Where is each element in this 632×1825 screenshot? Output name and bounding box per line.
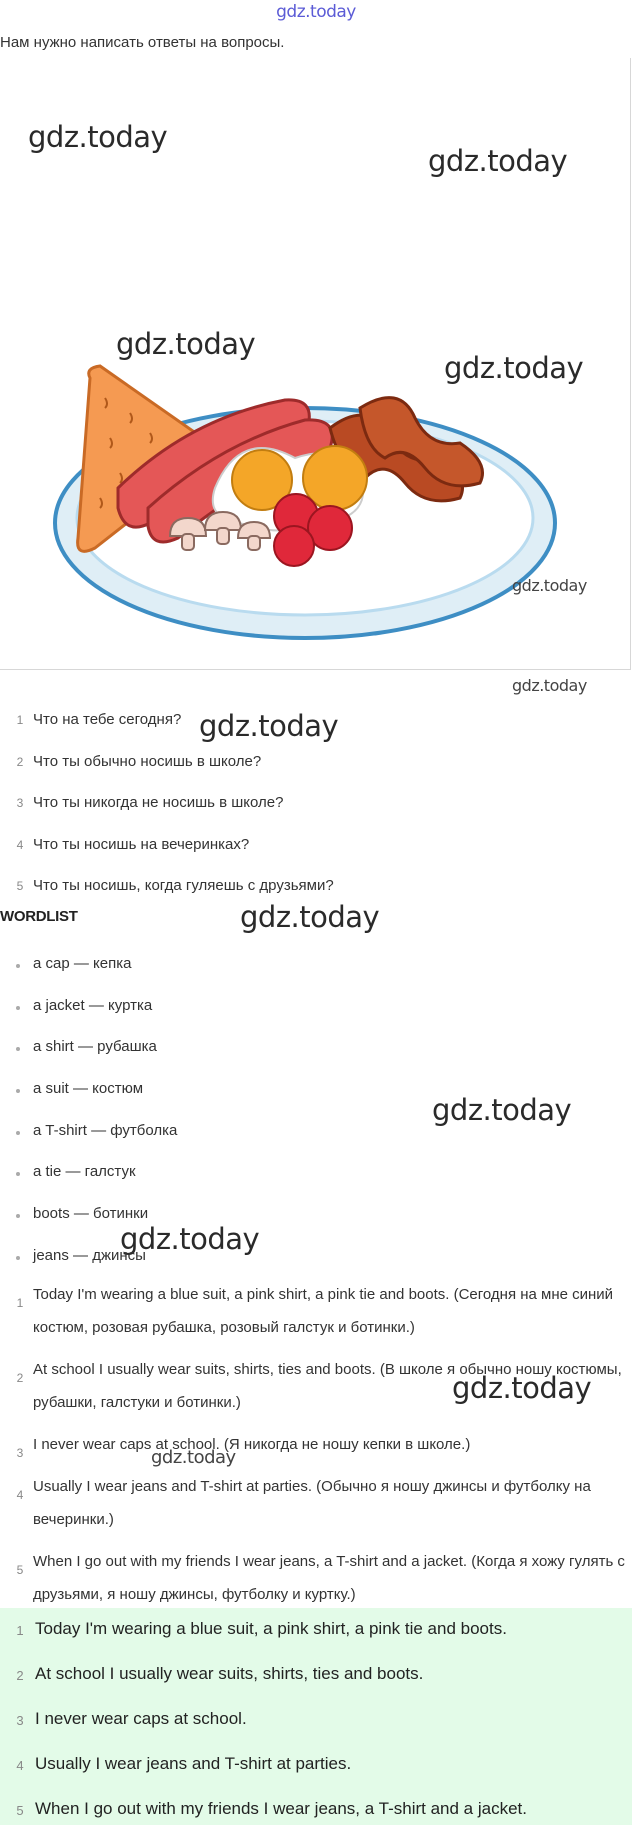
question-item (0, 746, 632, 788)
final-answer-text: Today I'm wearing a blue suit, a pink shirt, a pink tie and boots. (35, 1619, 507, 1638)
answer-item (0, 1353, 632, 1428)
item-number: 5 (16, 1563, 24, 1577)
final-answer-item (0, 1608, 632, 1653)
wordlist-entry: boots — ботинки (33, 1205, 149, 1223)
final-answer-item (0, 1743, 632, 1788)
watermark: gdz.today (240, 900, 380, 934)
watermark: gdz.today (512, 676, 587, 695)
wordlist-entry: a jacket — куртка (33, 996, 153, 1014)
question-item (0, 787, 632, 829)
final-answer-item (0, 1653, 632, 1698)
wordlist-entry: jeans — джинсы (33, 1246, 146, 1264)
item-number: 2 (16, 1668, 24, 1683)
question-item (0, 704, 632, 746)
wordlist-entry: a shirt — рубашка (33, 1038, 157, 1056)
wordlist-entry: a T-shirt — футболка (33, 1121, 178, 1139)
watermark: gdz.today (428, 144, 568, 178)
final-answer-text: I never wear caps at school. (35, 1709, 247, 1728)
bullet-icon (16, 1256, 20, 1260)
item-number: 5 (16, 1803, 24, 1818)
wordlist-entry: a cap — кепка (33, 955, 132, 972)
bullet-icon (16, 964, 20, 968)
wordlist-item (0, 952, 632, 994)
bullet-icon (16, 1131, 20, 1135)
answer-item (0, 1428, 632, 1470)
wordlist-item (0, 1035, 632, 1077)
final-answer-text: Usually I wear jeans and T-shirt at parties. (35, 1754, 352, 1773)
question-text: Что ты обычно носишь в школе? (33, 752, 262, 770)
watermark: gdz.today (199, 709, 339, 743)
breakfast-plate-illustration (40, 358, 565, 668)
wordlist-item (0, 1202, 632, 1244)
site-logo[interactable]: gdz.today (276, 2, 356, 22)
item-number: 1 (16, 1623, 24, 1638)
watermark: gdz.today (120, 1222, 260, 1256)
bullet-icon (16, 1214, 20, 1218)
item-number: 5 (16, 879, 24, 893)
wordlist-entry: a tie — галстук (33, 1163, 136, 1181)
answer-text: Usually I wear jeans and T-shirt at parties. (Обычно я ношу джинсы и футболку на вечеринки.) (33, 1478, 591, 1528)
answer-text: I never wear caps at school. (Я никогда не ношу кепки в школе.) (33, 1436, 471, 1453)
bullet-icon (16, 1172, 20, 1176)
item-number: 4 (16, 837, 24, 852)
answer-text: When I go out with my friends I wear jeans, a T-shirt and a jacket. (Когда я хожу гулять с друзьями, я ношу джинсы, футболку и куртку.) (33, 1553, 625, 1603)
answer-text: Today I'm wearing a blue suit, a pink shirt, a pink tie and boots. (Сегодня на мне синий костюм, розовая рубашка, розовый галстук и ботинки.) (33, 1286, 614, 1336)
watermark: gdz.today (512, 576, 587, 595)
question-item (0, 829, 632, 871)
bullet-icon (16, 1089, 20, 1093)
answer-item (0, 1278, 632, 1353)
question-item (0, 870, 632, 912)
watermark: gdz.today (452, 1371, 592, 1405)
wordlist-entry: a suit — костюм (33, 1080, 144, 1098)
wordlist-item (0, 1077, 632, 1119)
item-number: 1 (16, 1296, 24, 1310)
final-answers-block (0, 1608, 632, 1825)
watermark: gdz.today (444, 351, 584, 385)
item-number: 3 (16, 1446, 24, 1460)
answer-item (0, 1470, 632, 1545)
intro-text: Нам нужно написать ответы на вопросы. (0, 34, 285, 51)
bullet-icon (16, 1047, 20, 1051)
watermark: gdz.today (28, 120, 168, 154)
question-text: Что на тебе сегодня? (33, 711, 182, 728)
item-number: 3 (16, 1713, 24, 1728)
answer-text: At school I usually wear suits, shirts, ties and boots. (В школе я обычно ношу костюмы, рубашки, галстуки и ботинки.) (33, 1361, 622, 1411)
watermark: gdz.today (116, 327, 256, 361)
question-text: Что ты носишь на вечеринках? (33, 835, 250, 853)
question-text: Что ты носишь, когда гуляешь с друзьями? (33, 877, 334, 894)
wordlist (0, 952, 632, 1286)
wordlist-item (0, 994, 632, 1036)
final-answer-item (0, 1788, 632, 1825)
final-answer-text: When I go out with my friends I wear jeans, a T-shirt and a jacket. (35, 1799, 527, 1818)
wordlist-item (0, 1160, 632, 1202)
wordlist-item (0, 1119, 632, 1161)
questions-list (0, 704, 632, 912)
item-number: 1 (16, 713, 24, 727)
final-answer-item (0, 1698, 632, 1743)
bullet-icon (16, 1006, 20, 1010)
answers-translated-list (0, 1278, 632, 1615)
item-number: 2 (16, 754, 24, 769)
question-text: Что ты никогда не носишь в школе? (33, 794, 284, 811)
item-number: 2 (16, 1371, 24, 1385)
item-number: 4 (16, 1758, 24, 1773)
wordlist-heading: WORDLIST (0, 908, 78, 925)
watermark: gdz.today (432, 1093, 572, 1127)
answer-item (0, 1545, 632, 1615)
item-number: 4 (16, 1488, 24, 1502)
item-number: 3 (16, 796, 24, 810)
final-answer-text: At school I usually wear suits, shirts, ties and boots. (35, 1664, 424, 1683)
watermark: gdz.today (151, 1447, 236, 1468)
